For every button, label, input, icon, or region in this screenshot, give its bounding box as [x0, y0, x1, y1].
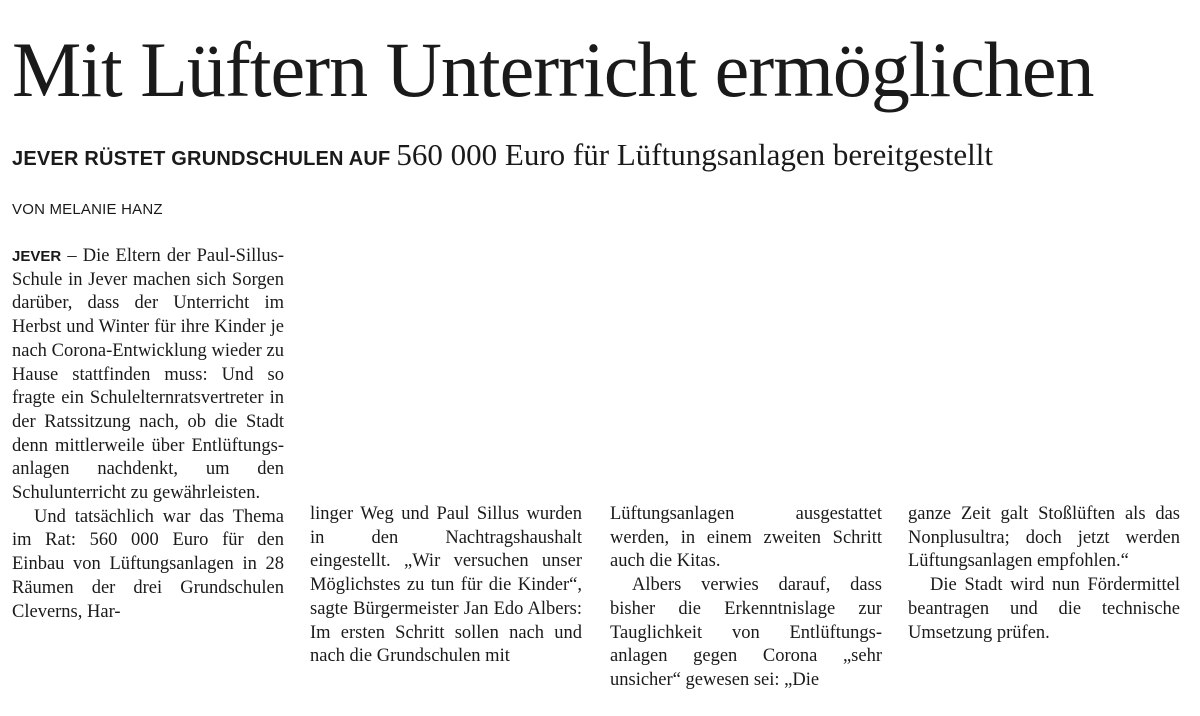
article-column-1	[12, 245, 284, 624]
paragraph: Lüftungsanlagen ausgestattet werden, in einem zweiten Schritt auch die Kitas.	[610, 504, 882, 572]
subline	[12, 135, 1192, 181]
paragraph: Albers verwies darauf, dass bisher die Erkenntnislage zur Tauglichkeit von Entlüftungsanlagen gegen Corona „sehr unsicher“ gewesen sei: „Die	[610, 575, 882, 690]
dateline: JEVER	[12, 248, 62, 265]
article-column-4	[908, 503, 1180, 645]
article-column-2	[310, 503, 582, 669]
byline: VON MELANIE HANZ	[12, 201, 163, 218]
kicker: JEVER RÜSTET GRUNDSCHULEN AUF	[12, 148, 391, 170]
paragraph: ganze Zeit galt Stoßlüften als das Nonplusultra; doch jetzt werden Lüftungsanlagen empfohlen.“	[908, 504, 1180, 572]
article-column-3	[610, 503, 882, 693]
paragraph-text: – Die Eltern der Paul-Sillus-Schule in Jever machen sich Sorgen darüber, dass der Unterricht im Herbst und Winter für ihre Kinder je nach Corona-Entwicklung wieder zu Hause stattfinden muss: Und so fragte ein Schulelternratsvertreter in der Ratssitzung nach, ob die Stadt denn mittlerweile über Entlüftungsanlagen nachdenkt, um den Schulunterricht zu gewährleisten.	[12, 246, 284, 504]
headline: Mit Lüftern Unterricht ermöglichen	[12, 26, 1094, 113]
paragraph: Die Stadt wird nun Fördermittel beantragen und die technische Umsetzung prüfen.	[908, 575, 1180, 643]
paragraph: Und tatsächlich war das Thema im Rat: 560 000 Euro für den Einbau von Lüftungsanlagen in 28 Räumen der drei Grundschulen Cleverns, Har-	[12, 506, 284, 622]
subtitle: 560 000 Euro für Lüftungsanlagen bereitgestellt	[396, 137, 994, 172]
paragraph: linger Weg und Paul Sillus wurden in den Nachtragshaushalt eingestellt. „Wir versuchen unser Möglichstes zu tun für die Kinder“, sagte Bürgermeister Jan Edo Albers: Im ersten Schritt sollen nach und nach die Grundschulen mit	[310, 504, 582, 667]
paragraph	[12, 245, 284, 506]
